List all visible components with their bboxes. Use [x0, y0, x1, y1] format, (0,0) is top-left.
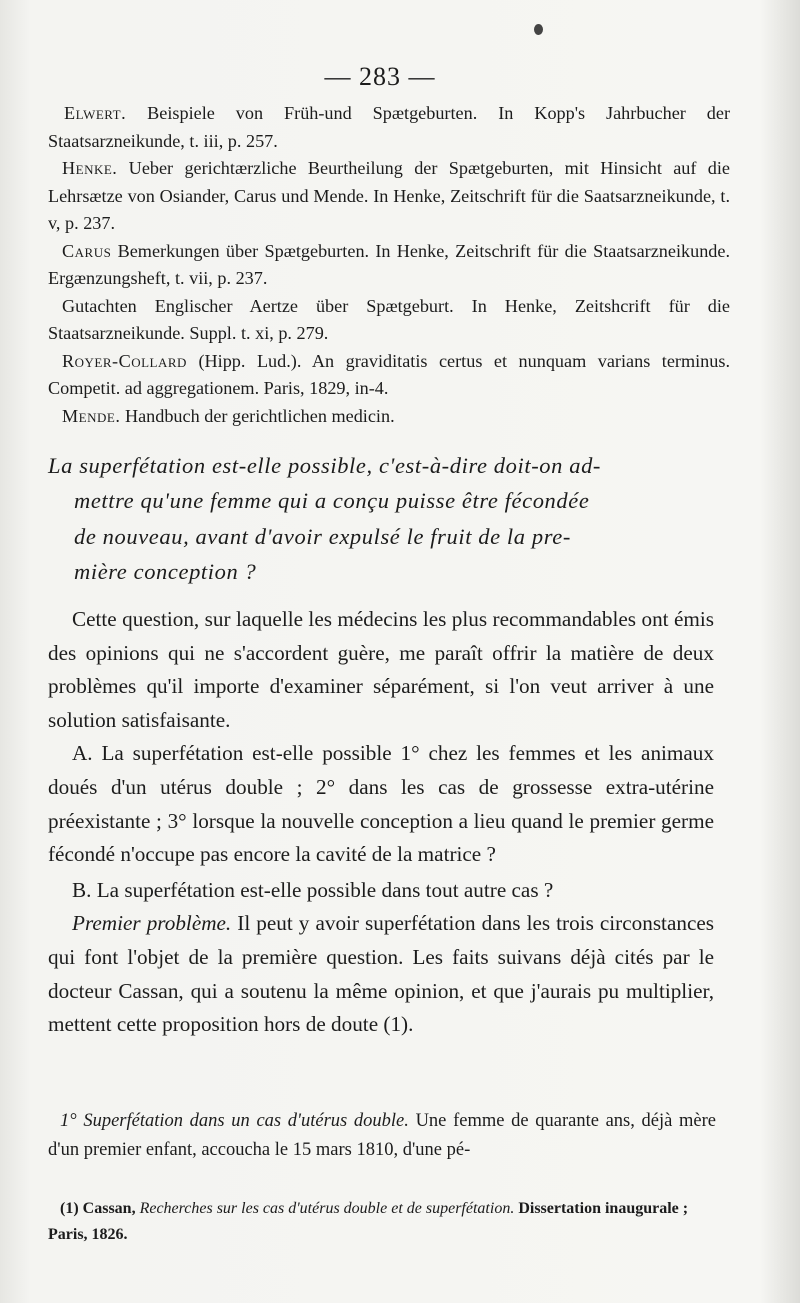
- bib-entry: [48, 100, 730, 155]
- bib-text: Ueber gerichtærzliche Beurtheilung der Spætgeburten, mit Hinsicht auf die Lehrsætze von Osiander, Carus und Mende. In Henke, Zeitschrift für die Saatsarzneikunde, t. v, p. 237.: [48, 158, 730, 233]
- paragraph: [48, 907, 714, 1041]
- bib-author: Elwert.: [64, 103, 127, 123]
- footnote-marker: (1) Cassan,: [60, 1200, 136, 1217]
- case-note: [48, 1107, 716, 1165]
- paragraph: A. La superfétation est-elle possible 1° chez les femmes et les animaux doués d'un utérus double ; 2° dans les cas de grossesse extra-utérine préexistante ; 3° lorsque la nouvelle conception a lieu quand le premier germe fécondé n'occupe pas encore la cavité de la matrice ?: [48, 741, 714, 867]
- bib-author: Carus: [62, 240, 112, 261]
- bib-entry: [48, 403, 730, 431]
- question-line: de nouveau, avant d'avoir expulsé le fruit de la pre-: [74, 523, 571, 549]
- bib-author: Royer-Collard: [62, 350, 187, 371]
- footnote-entry: [48, 1196, 728, 1248]
- bibliography: [48, 100, 730, 430]
- paragraph: Cette question, sur laquelle les médecins les plus recommandables ont émis des opinions qui ne s'accordent guère, me paraît offrir la matière de deux problèmes qu'il importe d'examiner séparément, si l'on veut arriver à une solution satisfaisante.: [48, 607, 714, 732]
- question-line: mettre qu'une femme qui a conçu puisse être fécondée: [74, 488, 590, 514]
- ink-blot: [534, 24, 543, 35]
- bib-entry: [48, 155, 730, 238]
- bib-author: Mende.: [62, 405, 121, 426]
- bib-author: Henke.: [62, 158, 118, 178]
- bib-text: Handbuch der gerichtlichen medicin.: [120, 405, 395, 426]
- case-label: 1° Superfétation dans un cas d'utérus double.: [60, 1111, 409, 1131]
- footnote-title: Recherches sur les cas d'utérus double et de superfétation.: [135, 1200, 515, 1217]
- bib-text: Gutachten Englischer Aertze über Spætgeburt. In Henke, Zeitshcrift für die Staatsarzneikunde. Suppl. t. xi, p. 279.: [48, 295, 730, 343]
- bib-text: (Hipp. Lud.). An graviditatis certus et nunquam varians terminus. Competit. ad aggregationem. Paris, 1829, in-4.: [48, 350, 730, 398]
- problem-label: Premier problème.: [72, 911, 232, 936]
- bib-text: Bemerkungen über Spætgeburten. In Henke, Zeitschrift für die Staatsarzneikunde. Ergænzungsheft, t. vii, p. 237.: [48, 240, 730, 288]
- question-line: La superfétation est-elle possible, c'est-à-dire doit-on ad-: [48, 453, 602, 478]
- case-text: Une femme de quarante ans, déjà mère d'un premier enfant, accoucha le 15 mars 1810, d'une pé-: [48, 1111, 717, 1160]
- paragraph: [48, 1107, 716, 1165]
- bib-entry: [48, 293, 730, 348]
- footnote: [48, 1196, 728, 1248]
- question-heading: [48, 448, 708, 589]
- question-line: mière conception ?: [74, 558, 257, 584]
- paragraph: B. La superfétation est-elle possible dans tout autre cas ?: [72, 877, 554, 902]
- body-text: [48, 603, 714, 1042]
- bib-entry: [48, 348, 730, 403]
- problem-text: Il peut y avoir superfétation dans les trois circonstances qui font l'objet de la première question. Les faits suivans déjà cités par le docteur Cassan, qui a soutenu la même opinion, et que j'aurais pu multiplier, mettent cette proposition hors de doute (1).: [48, 911, 714, 1037]
- page-number: — 283 —: [324, 62, 436, 91]
- bib-text: Beispiele von Früh-und Spætgeburten. In Kopp's Jahrbucher der Staatsarzneikunde, t. iii, p. 257.: [48, 103, 730, 151]
- bib-entry: [48, 238, 730, 293]
- footnote-text: Dissertation inaugurale ; Paris, 1826.: [48, 1200, 689, 1243]
